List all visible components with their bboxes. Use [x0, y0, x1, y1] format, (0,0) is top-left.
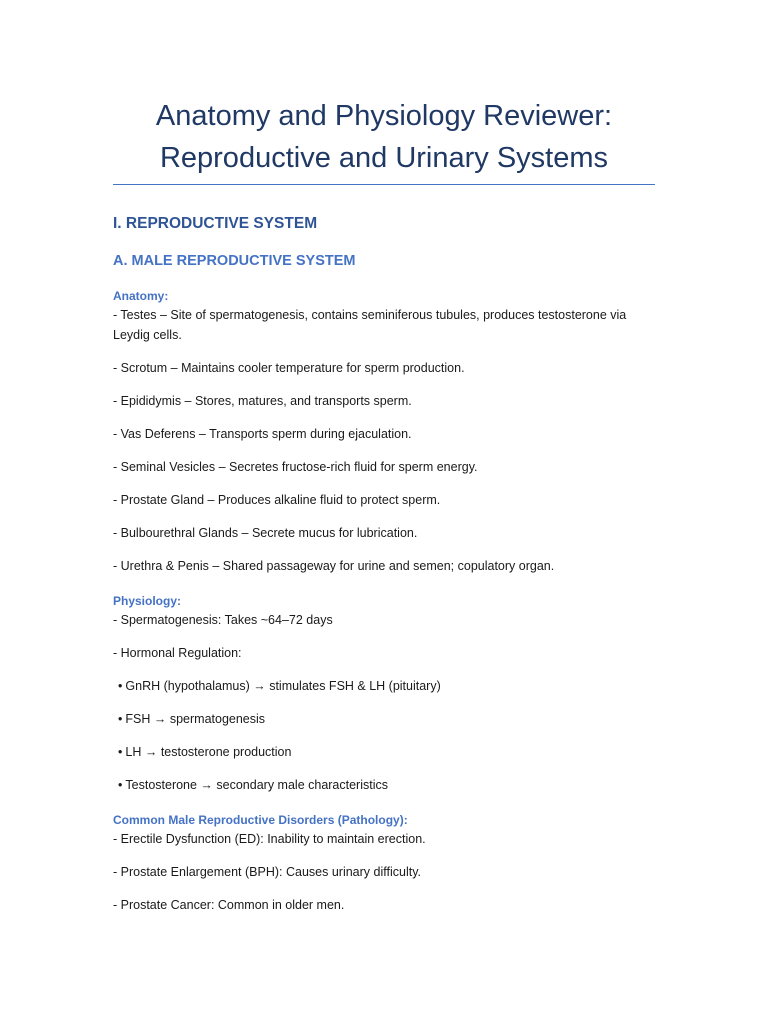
disorder-item-erectile-dysfunction: - Erectile Dysfunction (ED): Inability to maintain erection. [113, 832, 426, 846]
anatomy-item-urethra-penis: - Urethra & Penis – Shared passageway for urine and semen; copulatory organ. [113, 559, 555, 573]
hormone-bullet-item [113, 709, 655, 729]
hormone-bullet-text: FSH → spermatogenesis [125, 712, 266, 726]
hormone-bullet-item [113, 775, 655, 795]
document-title [113, 95, 655, 184]
anatomy-item-scrotum: - Scrotum – Maintains cooler temperature for sperm production. [113, 361, 465, 375]
physiology-heading: Physiology: [113, 594, 182, 608]
anatomy-item-testes: - Testes – Site of spermatogenesis, contains seminiferous tubules, produces testosterone via Leydig cells. [113, 308, 627, 342]
anatomy-item-vas-deferens: - Vas Deferens – Transports sperm during ejaculation. [113, 427, 412, 441]
subsection-heading-male-reproductive-system: A. MALE REPRODUCTIVE SYSTEM [113, 253, 356, 269]
hormone-bullet-text: LH → testosterone production [125, 745, 292, 759]
hormone-bullet-text: GnRH (hypothalamus) → stimulates FSH & LH (pituitary) [125, 679, 441, 693]
document-title-line1: Anatomy and Physiology Reviewer: [155, 100, 613, 132]
document-title-line2: Reproductive and Urinary Systems [159, 142, 609, 174]
anatomy-heading: Anatomy: [113, 289, 169, 303]
bullet-icon: • [118, 745, 123, 759]
hormone-bullet-item [113, 676, 655, 696]
hormone-bullet-text: Testosterone → secondary male characteristics [125, 778, 389, 792]
anatomy-item-bulbourethral-glands: - Bulbourethral Glands – Secrete mucus for lubrication. [113, 526, 418, 540]
title-underline-divider [113, 184, 655, 185]
bullet-icon: • [118, 778, 123, 792]
anatomy-item-prostate-gland: - Prostate Gland – Produces alkaline fluid to protect sperm. [113, 493, 441, 507]
bullet-icon: • [118, 712, 123, 726]
anatomy-item-epididymis: - Epididymis – Stores, matures, and transports sperm. [113, 394, 412, 408]
hormone-bullet-item [113, 742, 655, 762]
anatomy-item-seminal-vesicles: - Seminal Vesicles – Secretes fructose-rich fluid for sperm energy. [113, 460, 478, 474]
physiology-item-hormonal-regulation: - Hormonal Regulation: [113, 646, 242, 660]
disorders-heading: Common Male Reproductive Disorders (Pathology): [113, 813, 408, 827]
section-heading-reproductive-system: I. REPRODUCTIVE SYSTEM [113, 215, 318, 232]
physiology-item-spermatogenesis: - Spermatogenesis: Takes ~64–72 days [113, 613, 333, 627]
disorder-item-bph: - Prostate Enlargement (BPH): Causes urinary difficulty. [113, 865, 421, 879]
bullet-icon: • [118, 679, 123, 693]
disorder-item-prostate-cancer: - Prostate Cancer: Common in older men. [113, 898, 345, 912]
